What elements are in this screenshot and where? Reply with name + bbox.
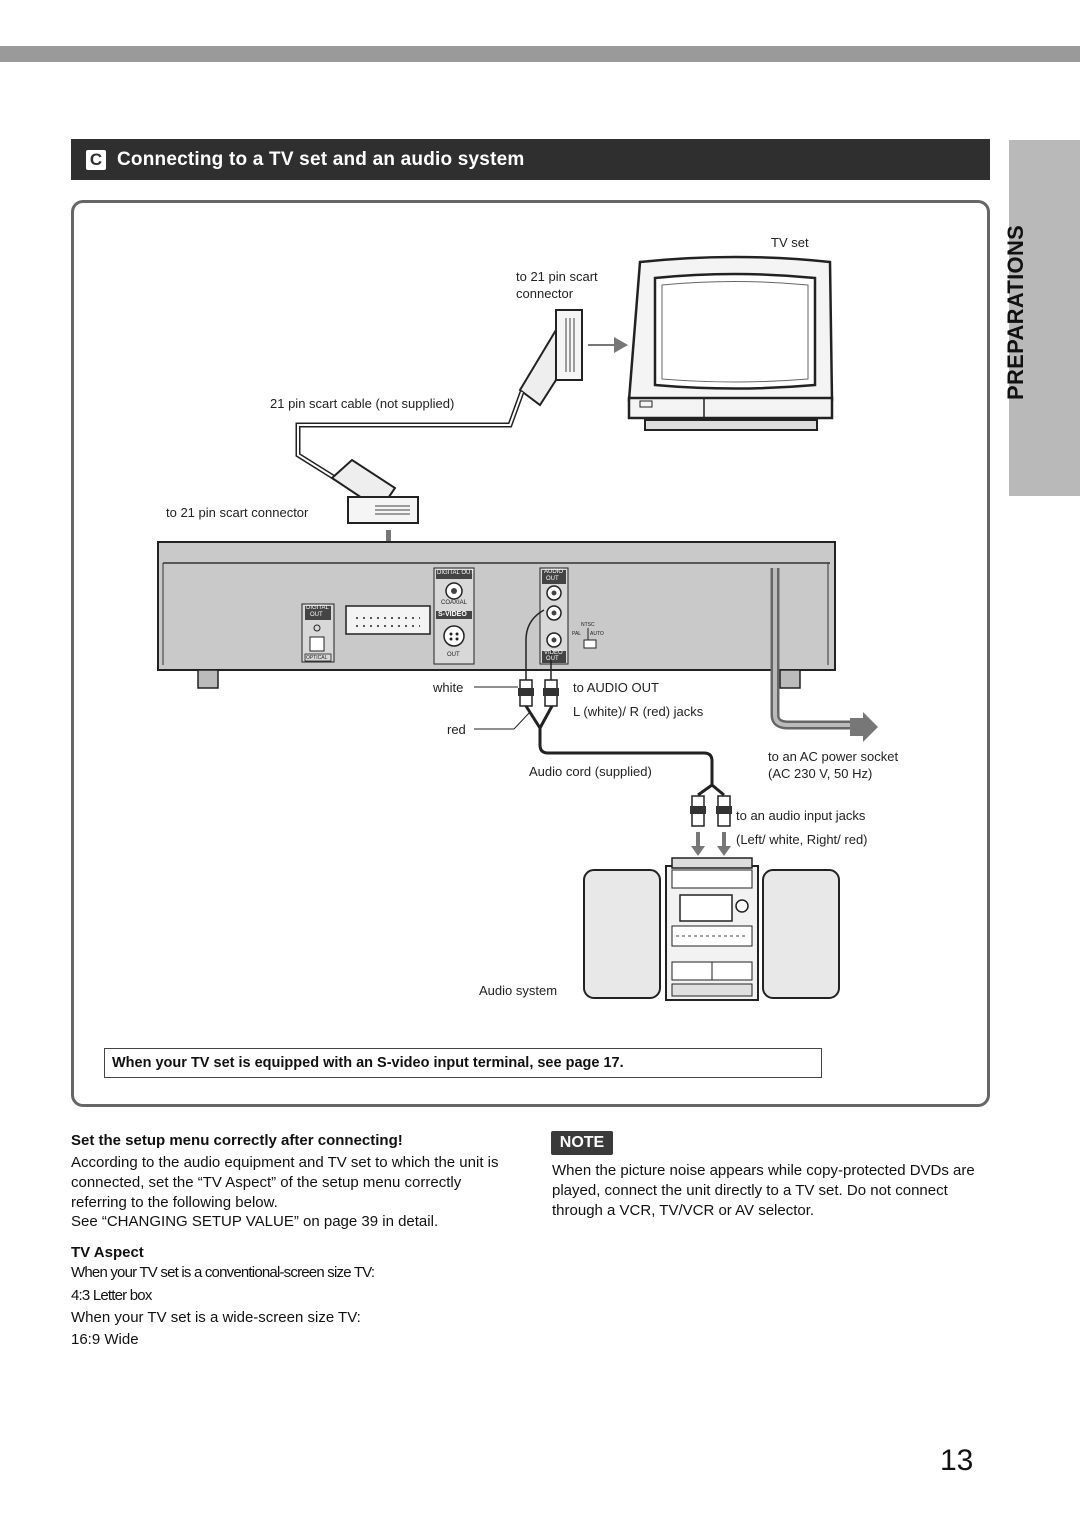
tv-aspect-conventional-value: 4:3 Letter box — [71, 1287, 152, 1304]
setup-heading: Set the setup menu correctly after connecting! — [71, 1132, 403, 1149]
side-tab-label: PREPARATIONS — [1003, 224, 1028, 400]
scart-top-label-2: connector — [516, 286, 574, 301]
setup-see-reference: See “CHANGING SETUP VALUE” on page 39 in detail. — [71, 1213, 439, 1230]
page-number: 13 — [940, 1444, 974, 1477]
section-letter: C — [86, 150, 106, 170]
panel-audio-label: AUDIO — [544, 569, 564, 575]
panel-auto-label: AUTO — [590, 631, 604, 637]
note-text: When the picture noise appears while copy-protected DVDs are played, connect the unit directly to a TV set. Do not connect through a VCR, TV/VCR or AV selector. — [552, 1162, 975, 1219]
tv-set-illustration — [629, 257, 832, 430]
audio-cord-label: Audio cord (supplied) — [529, 764, 652, 779]
red-label: red — [447, 722, 466, 737]
panel-svideo-out-label: OUT — [447, 652, 460, 658]
panel-digital-out2-label: OUT — [310, 612, 323, 618]
scart-plug-bottom — [332, 460, 418, 523]
panel-optical-label: OPTICAL — [306, 655, 328, 661]
panel-audio-out-label: OUT — [546, 576, 559, 582]
ac-socket-label-1: to an AC power socket — [768, 749, 899, 764]
audio-system-illustration — [584, 858, 839, 1000]
tv-aspect-conventional: When your TV set is a conventional-screen size TV: — [71, 1264, 375, 1281]
setup-body: According to the audio equipment and TV set to which the unit is connected, set the “TV Aspect” of the setup menu correctly referring to the following below. — [71, 1154, 499, 1211]
scart-bottom-label: to 21 pin scart connector — [166, 505, 309, 520]
panel-coaxial-label: COAXIAL — [441, 600, 468, 606]
white-label: white — [433, 680, 464, 695]
audio-system-label: Audio system — [479, 983, 558, 998]
panel-ntsc-label: NTSC — [581, 622, 595, 628]
rca-plugs-top — [518, 680, 559, 706]
tv-set-label: TV set — [771, 235, 809, 250]
tv-aspect-heading: TV Aspect — [71, 1244, 144, 1261]
panel-video-out-label: OUT — [546, 656, 559, 662]
panel-video-label: VIDEO — [544, 650, 563, 656]
arrow-ac-power — [850, 712, 878, 742]
lr-jacks-label: L (white)/ R (red) jacks — [573, 704, 704, 719]
scart-cable-label: 21 pin scart cable (not supplied) — [270, 396, 455, 411]
dvd-rear-panel — [158, 542, 878, 742]
svideo-note: When your TV set is equipped with an S-video input terminal, see page 17. — [104, 1048, 822, 1078]
arrow-to-tv — [588, 337, 628, 353]
note-badge: NOTE — [551, 1131, 613, 1155]
rca-plugs-bottom — [690, 796, 732, 856]
ac-socket-label-2: (AC 230 V, 50 Hz) — [768, 766, 873, 781]
panel-digital-out-label: DIGITAL OUT — [437, 570, 475, 576]
scart-top-label-1: to 21 pin scart — [516, 269, 598, 284]
audio-input-label-1: to an audio input jacks — [736, 808, 866, 823]
tv-aspect-wide-value: 16:9 Wide — [71, 1331, 139, 1348]
tv-aspect-wide: When your TV set is a wide-screen size TV: — [71, 1309, 361, 1326]
panel-svideo-label: S-VIDEO — [438, 611, 467, 618]
panel-pal-label: PAL — [572, 631, 582, 637]
scart-plug-top — [520, 310, 582, 405]
to-audio-out-label: to AUDIO OUT — [573, 680, 659, 695]
panel-digital-label: DIGITAL — [306, 605, 329, 611]
audio-input-label-2: (Left/ white, Right/ red) — [736, 832, 868, 847]
section-title: Connecting to a TV set and an audio system — [117, 148, 525, 170]
